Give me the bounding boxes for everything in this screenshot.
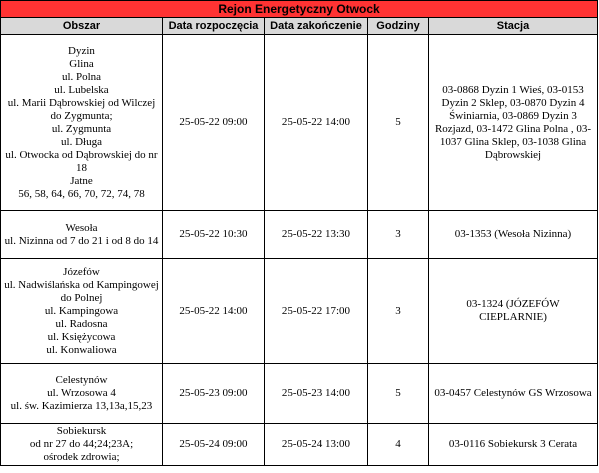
area-cell <box>1 35 163 211</box>
area-line: ul. św. Kazimierza 13,13a,15,23 <box>10 400 153 412</box>
hours-cell: 3 <box>368 259 429 364</box>
area-line: ul. Polna <box>61 70 102 83</box>
area-line: Jatne <box>70 174 93 187</box>
table-row <box>1 211 598 259</box>
column-header-hours: Godziny <box>368 18 429 35</box>
area-cell <box>1 211 163 259</box>
area-line: ul. Księżycowa <box>47 330 116 343</box>
table-row <box>1 364 598 424</box>
hours-cell: 4 <box>368 424 429 466</box>
table-row <box>1 424 598 466</box>
hours-cell: 5 <box>368 35 429 211</box>
column-header-end: Data zakończenie <box>265 18 368 35</box>
station-cell: 03-1324 (JÓZEFÓW CIEPLARNIE) <box>429 259 598 364</box>
hours-cell: 3 <box>368 211 429 259</box>
area-cell <box>1 259 163 364</box>
area-line: ul. Zygmunta <box>51 122 112 135</box>
area-cell <box>1 424 163 466</box>
area-line: Celestynów <box>55 374 108 386</box>
area-cell <box>1 364 163 424</box>
title-row <box>1 1 598 18</box>
end-cell: 25-05-23 14:00 <box>265 364 368 424</box>
area-line: 56, 58, 64, 66, 70, 72, 74, 78 <box>18 187 145 200</box>
area-line: ul. Otwocka od Dąbrowskiej do nr 18 <box>5 148 158 174</box>
station-cell: 03-0457 Celestynów GS Wrzosowa <box>429 364 598 424</box>
end-cell: 25-05-24 13:00 <box>265 424 368 466</box>
area-line: ul. Wrzosowa 4 <box>47 387 116 399</box>
area-line: Sobiekursk <box>56 425 107 437</box>
area-line: Dyzin <box>68 44 95 57</box>
area-line: ul. Nizinna od 7 do 21 i od 8 do 14 <box>4 234 159 247</box>
area-line: ul. Konwaliowa <box>46 343 117 356</box>
area-line: ośrodek zdrowia; <box>43 451 120 463</box>
area-line: od nr 27 do 44;24;23A; <box>29 438 134 450</box>
start-cell: 25-05-22 10:30 <box>163 211 265 259</box>
start-cell: 25-05-22 14:00 <box>163 259 265 364</box>
area-line: ul. Radosna <box>55 317 108 330</box>
station-cell: 03-0116 Sobiekursk 3 Cerata <box>429 424 598 466</box>
hours-cell: 5 <box>368 364 429 424</box>
table-row <box>1 35 598 211</box>
column-header-area: Obszar <box>1 18 163 35</box>
area-line: ul. Kampingowa <box>44 304 119 317</box>
table-title: Rejon Energetyczny Otwock <box>1 1 598 18</box>
header-row <box>1 18 598 35</box>
area-line: ul. Nadwiślańska od Kampingowej do Polnej <box>4 278 159 304</box>
area-line: ul. Marii Dąbrowskiej od Wilczej do Zygmunta; <box>7 96 156 122</box>
column-header-station: Stacja <box>429 18 598 35</box>
end-cell: 25-05-22 17:00 <box>265 259 368 364</box>
area-line: Wesoła <box>65 221 98 234</box>
end-cell: 25-05-22 14:00 <box>265 35 368 211</box>
table-row <box>1 259 598 364</box>
area-line: Józefów <box>63 265 100 278</box>
area-line: ul. Długa <box>61 135 102 148</box>
start-cell: 25-05-23 09:00 <box>163 364 265 424</box>
end-cell: 25-05-22 13:30 <box>265 211 368 259</box>
start-cell: 25-05-22 09:00 <box>163 35 265 211</box>
column-header-start: Data rozpoczęcia <box>163 18 265 35</box>
area-line: Glina <box>69 57 94 70</box>
area-line: ul. Lubelska <box>54 83 109 96</box>
start-cell: 25-05-24 09:00 <box>163 424 265 466</box>
station-cell: 03-1353 (Wesoła Nizinna) <box>429 211 598 259</box>
station-cell: 03-0868 Dyzin 1 Wieś, 03-0153 Dyzin 2 Sklep, 03-0870 Dyzin 4 Świniarnia, 03-0869 Dyzin 3 Rozjazd, 03-1472 Glina Polna , 03-1037 Glina Sklep, 03-1038 Glina Dąbrowskiej <box>429 35 598 211</box>
